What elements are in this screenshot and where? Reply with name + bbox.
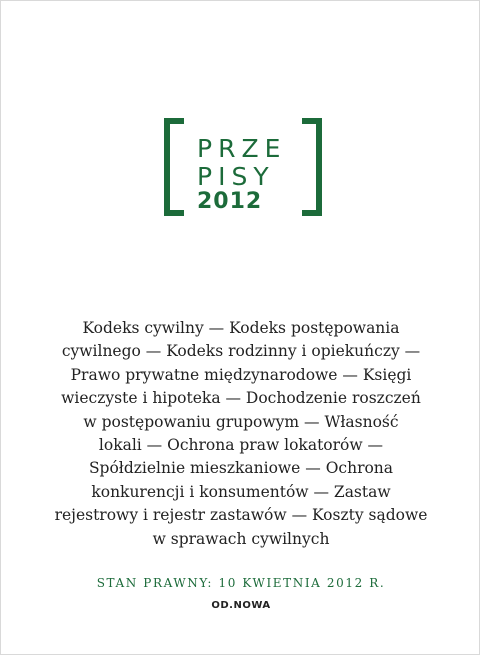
logo-line-2: PISY: [197, 162, 275, 191]
contents-line: rejestrowy i rejestr zastawów — Koszty sądowe: [54, 506, 428, 525]
contents-line: w sprawach cywilnych: [152, 529, 330, 548]
right-bracket: [302, 118, 322, 216]
left-bracket: [164, 118, 184, 216]
contents-line: Kodeks cywilny — Kodeks postępowania: [82, 319, 400, 337]
logo-line-1: PRZE: [197, 134, 287, 163]
contents-line: Spółdzielnie mieszkaniowe — Ochrona: [88, 459, 394, 478]
contents-line: wieczyste i hipoteka — Dochodzenie roszczeń: [61, 389, 421, 408]
contents-list: [41, 317, 441, 551]
contents-line: konkurencji i konsumentów — Zastaw: [91, 482, 391, 501]
logo-year: 2012: [197, 189, 263, 214]
publisher-name: OD.NOWA: [211, 600, 271, 611]
contents-line: w postępowaniu grupowym — Własność: [83, 412, 399, 431]
contents-line: lokali — Ochrona praw lokatorów —: [98, 436, 384, 455]
contents-line: Prawo prywatne międzynarodowe — Księgi: [70, 365, 412, 384]
contents-line: cywilnego — Kodeks rodzinny i opiekuńczy —: [61, 342, 421, 361]
legal-status-date: STAN PRAWNY: 10 KWIETNIA 2012 R.: [96, 576, 386, 590]
przepisy-logo: [164, 118, 322, 216]
